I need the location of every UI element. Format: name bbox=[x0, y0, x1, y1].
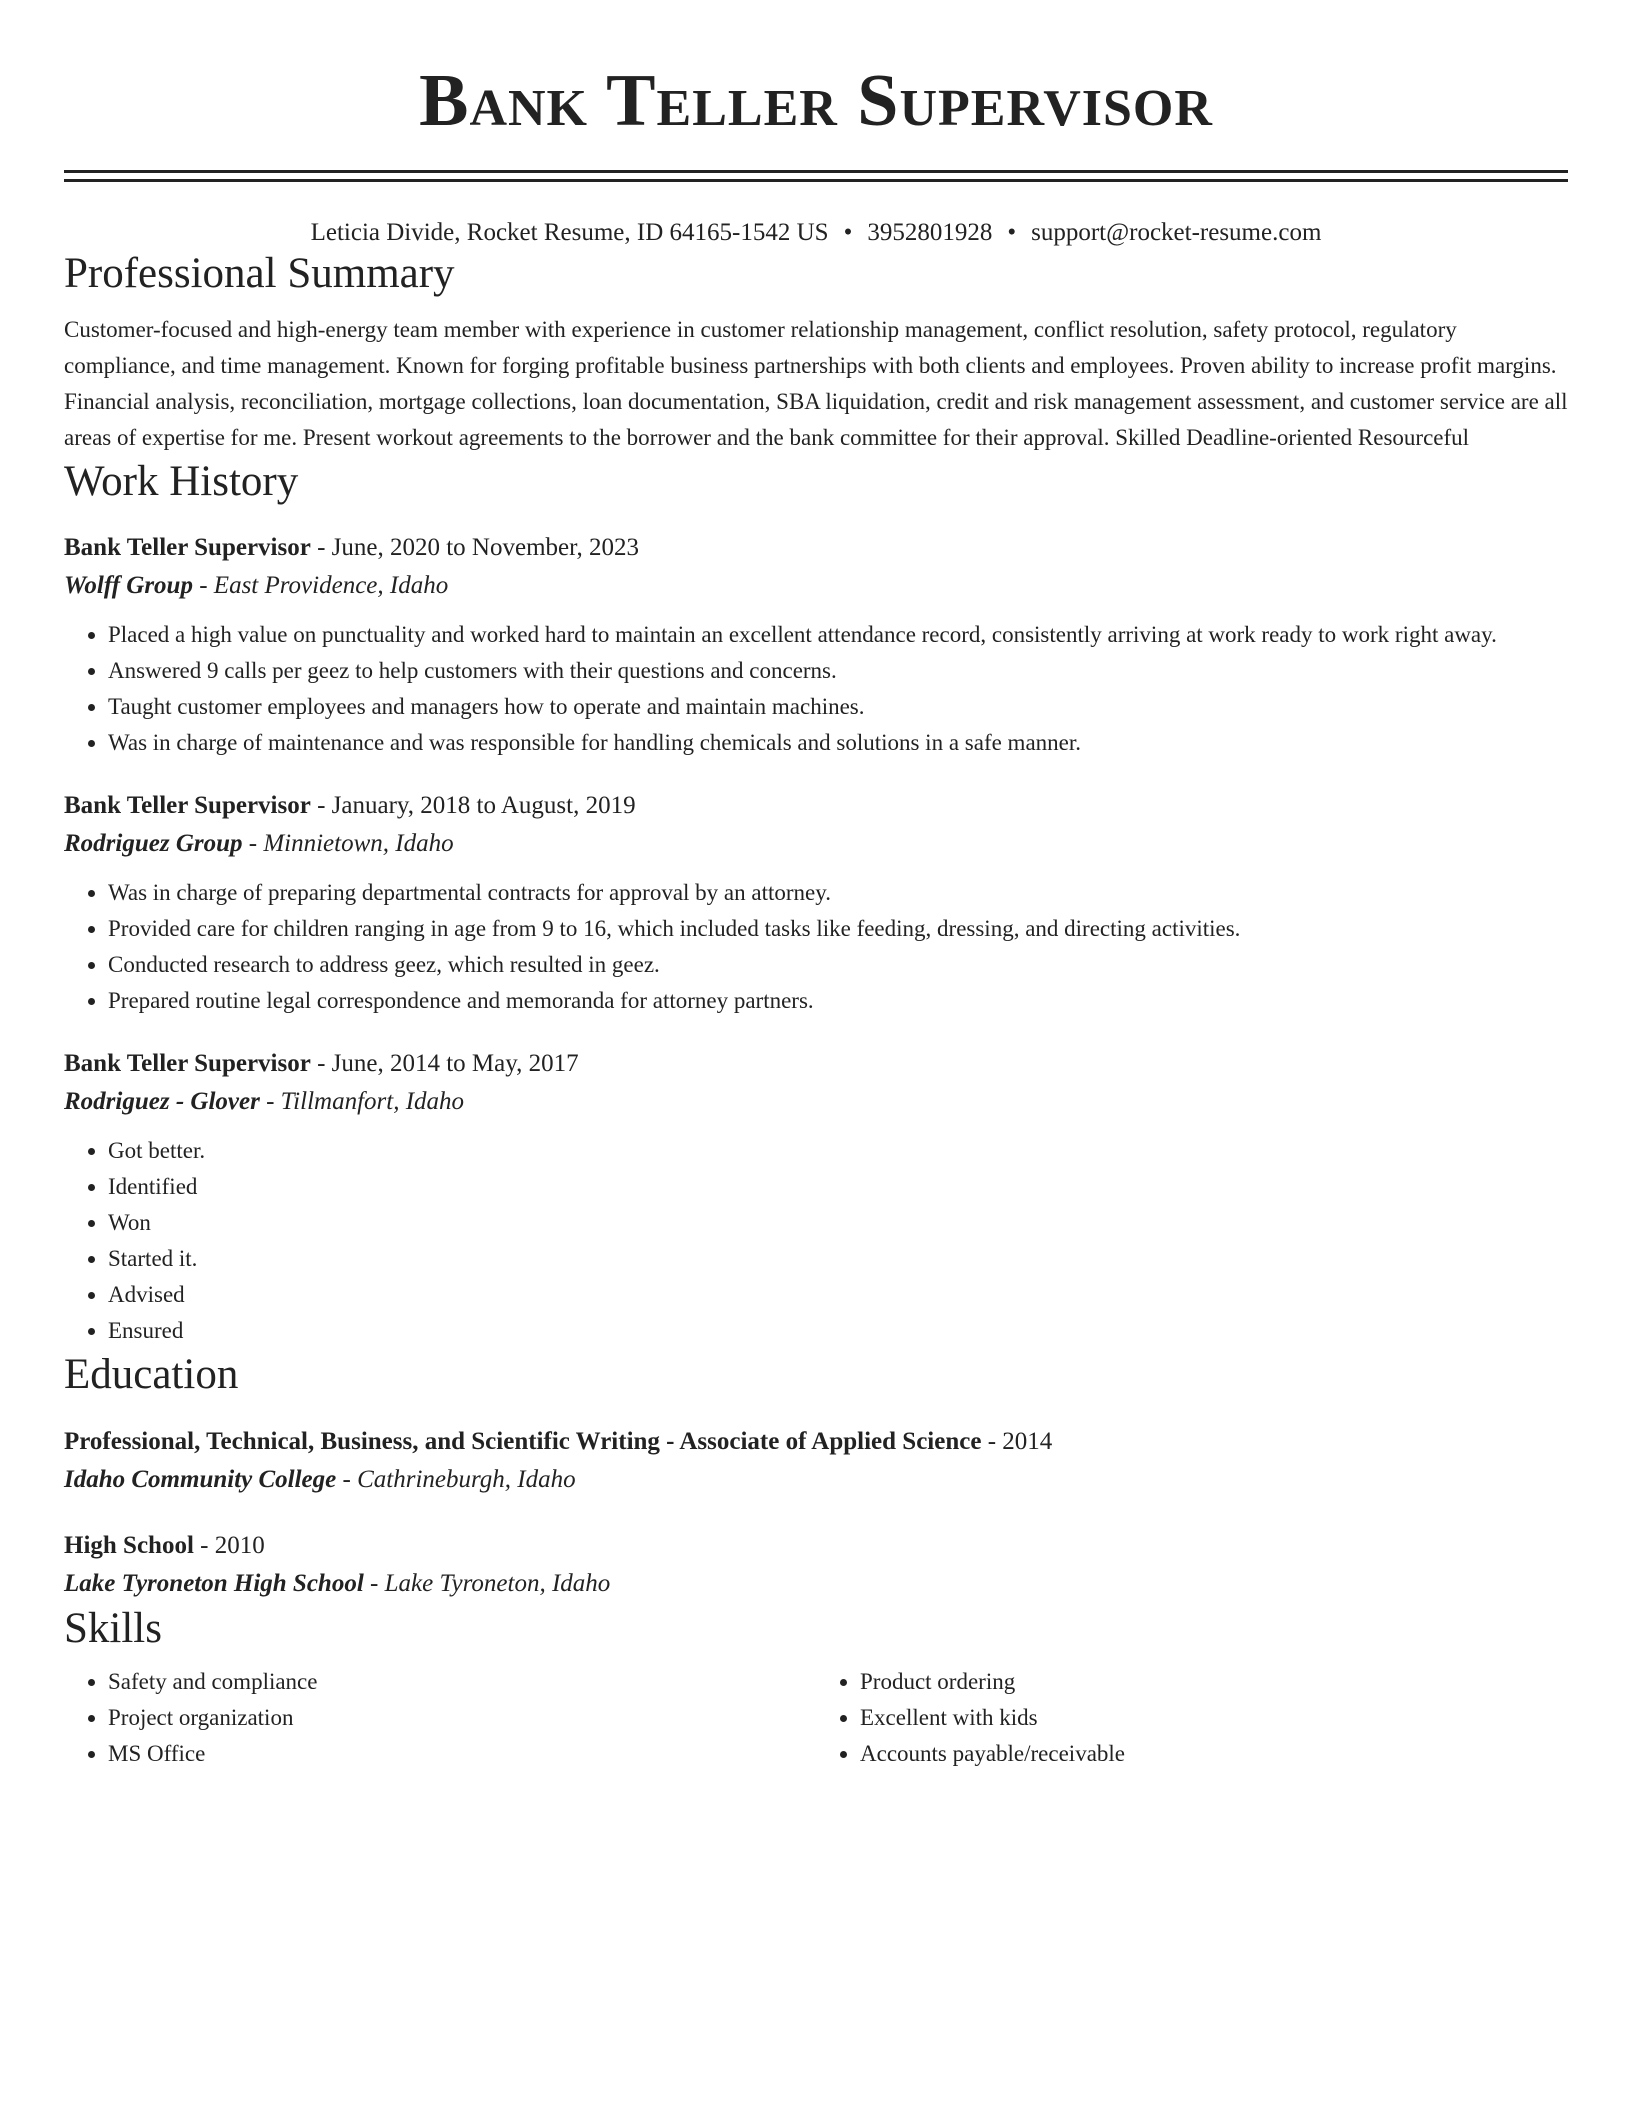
edu-school-line bbox=[64, 1565, 1568, 1603]
job-org-line bbox=[64, 1083, 1568, 1121]
skills-list bbox=[64, 1664, 1568, 1772]
contact-phone: 3952801928 bbox=[867, 219, 993, 246]
edu-degree-line bbox=[64, 1527, 1568, 1565]
education-entry bbox=[64, 1423, 1568, 1499]
job-bullets bbox=[64, 617, 1568, 761]
skill-item: • MS Office bbox=[108, 1736, 816, 1772]
edu-year: - 2014 bbox=[981, 1427, 1053, 1455]
edu-degree: High School bbox=[64, 1531, 194, 1559]
job-title-line bbox=[64, 1045, 1568, 1083]
job-title: Bank Teller Supervisor bbox=[64, 534, 311, 562]
skill-item: • Excellent with kids bbox=[860, 1700, 1568, 1736]
job-dates: - June, 2020 to November, 2023 bbox=[310, 534, 639, 562]
job-company: Rodriguez Group bbox=[64, 830, 243, 858]
resume-name: Bank Teller Supervisor bbox=[419, 60, 1213, 142]
edu-location: - Lake Tyroneton, Idaho bbox=[363, 1569, 611, 1597]
job-bullet: • Advised bbox=[108, 1277, 1568, 1313]
job-title-line bbox=[64, 787, 1568, 825]
job-entry bbox=[64, 529, 1568, 761]
skills-column-left bbox=[64, 1664, 816, 1772]
edu-degree-line bbox=[64, 1423, 1568, 1461]
job-bullet: • Identified bbox=[108, 1169, 1568, 1205]
job-bullets bbox=[64, 1133, 1568, 1349]
contact-line bbox=[64, 218, 1568, 248]
job-bullet: • Was in charge of preparing departmental contracts for approval by an attorney. bbox=[108, 875, 1568, 911]
skills-heading: Skills bbox=[64, 1604, 162, 1652]
contact-separator: • bbox=[1007, 219, 1017, 246]
skill-item: • Product ordering bbox=[860, 1664, 1568, 1700]
summary-heading: Professional Summary bbox=[64, 250, 455, 297]
job-location: - Minnietown, Idaho bbox=[242, 830, 454, 858]
job-bullet: • Provided care for children ranging in age from 9 to 16, which included tasks like feeding, dressing, and directing activities. bbox=[108, 911, 1568, 947]
job-bullet: • Got better. bbox=[108, 1133, 1568, 1169]
skills-column-right bbox=[816, 1664, 1568, 1772]
skill-item: • Project organization bbox=[108, 1700, 816, 1736]
job-bullet: • Was in charge of maintenance and was responsible for handling chemicals and solutions in a safe manner. bbox=[108, 725, 1568, 761]
job-org-line bbox=[64, 567, 1568, 605]
job-entry bbox=[64, 1045, 1568, 1349]
edu-school: Lake Tyroneton High School bbox=[64, 1569, 364, 1597]
job-bullet: • Taught customer employees and managers how to operate and maintain machines. bbox=[108, 689, 1568, 725]
edu-school: Idaho Community College bbox=[64, 1465, 337, 1493]
edu-location: - Cathrineburgh, Idaho bbox=[336, 1465, 576, 1493]
job-entry bbox=[64, 787, 1568, 1019]
job-dates: - June, 2014 to May, 2017 bbox=[310, 1050, 579, 1078]
job-bullet: • Answered 9 calls per geez to help customers with their questions and concerns. bbox=[108, 653, 1568, 689]
contact-email[interactable]: support@rocket-resume.com bbox=[1031, 219, 1322, 246]
job-bullet: • Conducted research to address geez, which resulted in geez. bbox=[108, 947, 1568, 983]
job-location: - Tillmanfort, Idaho bbox=[259, 1088, 465, 1116]
skill-item: • Accounts payable/receivable bbox=[860, 1736, 1568, 1772]
job-bullet: • Prepared routine legal correspondence and memoranda for attorney partners. bbox=[108, 983, 1568, 1019]
job-company: Wolff Group bbox=[64, 572, 193, 600]
edu-degree: Professional, Technical, Business, and Scientific Writing - Associate of Applied Science bbox=[64, 1427, 982, 1455]
job-bullet: • Started it. bbox=[108, 1241, 1568, 1277]
education-entry bbox=[64, 1527, 1568, 1603]
job-title: Bank Teller Supervisor bbox=[64, 1050, 311, 1078]
job-dates: - January, 2018 to August, 2019 bbox=[310, 792, 636, 820]
job-bullets bbox=[64, 875, 1568, 1019]
contact-separator: • bbox=[843, 219, 853, 246]
job-bullet: • Placed a high value on punctuality and worked hard to maintain an excellent attendance record, consistently arriving at work ready to work right away. bbox=[108, 617, 1568, 653]
header-divider bbox=[64, 170, 1568, 182]
job-org-line bbox=[64, 825, 1568, 863]
contact-address: Leticia Divide, Rocket Resume, ID 64165-1542 US bbox=[310, 219, 829, 246]
job-bullet: • Ensured bbox=[108, 1313, 1568, 1349]
job-location: - East Providence, Idaho bbox=[192, 572, 449, 600]
job-company: Rodriguez - Glover bbox=[64, 1088, 260, 1116]
job-title: Bank Teller Supervisor bbox=[64, 792, 311, 820]
skill-item: • Safety and compliance bbox=[108, 1664, 816, 1700]
job-title-line bbox=[64, 529, 1568, 567]
edu-school-line bbox=[64, 1461, 1568, 1499]
summary-text: Customer-focused and high-energy team member with experience in customer relationship management, conflict resolution, safety protocol, regulatory compliance, and time management. Known for forging profitable business partnerships with both clients and employees. Proven ability to increase profit margins. Financial analysis, reconciliation, mortgage collections, loan documentation, SBA liquidation, credit and risk management assessment, and customer service are all areas of expertise for me. Present workout agreements to the borrower and the bank committee for their approval. Skilled Deadline-oriented Resourceful bbox=[64, 316, 1568, 450]
work-history-heading: Work History bbox=[64, 457, 299, 505]
job-bullet: • Won bbox=[108, 1205, 1568, 1241]
education-heading: Education bbox=[64, 1351, 239, 1399]
edu-year: - 2010 bbox=[193, 1531, 265, 1559]
